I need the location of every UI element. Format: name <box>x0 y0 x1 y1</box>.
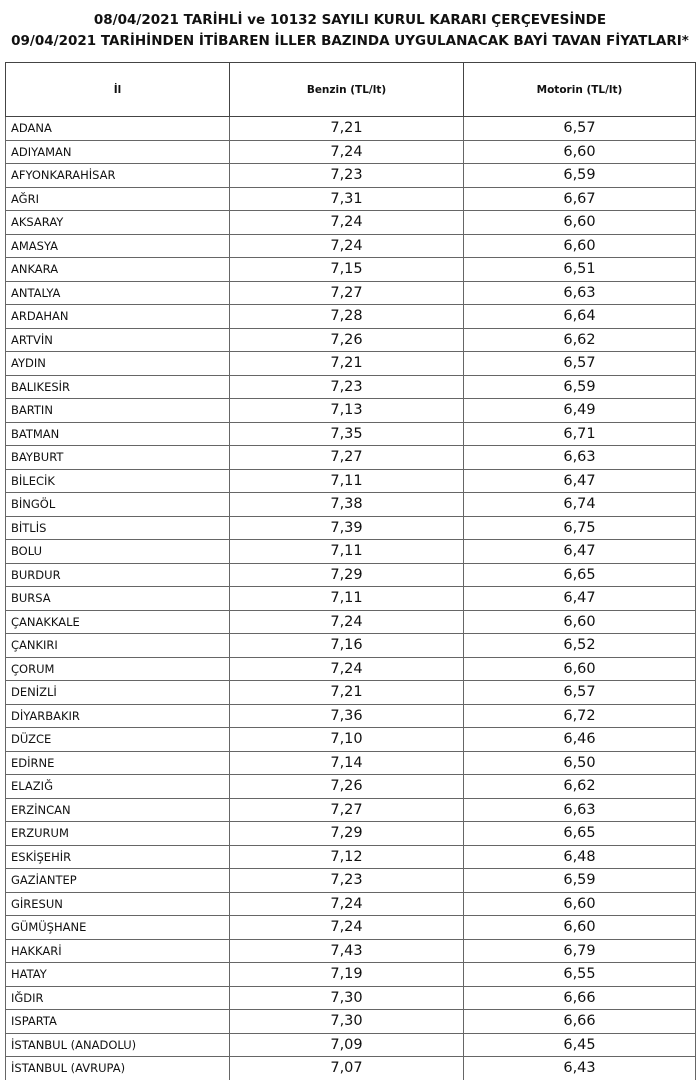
table-row <box>6 1033 696 1057</box>
table-row <box>6 1010 696 1034</box>
benzin-price-cell: 7,31 <box>230 187 464 211</box>
province-cell: ANTALYA <box>6 281 230 305</box>
motorin-price-cell: 6,60 <box>464 892 696 916</box>
benzin-price-cell: 7,09 <box>230 1033 464 1057</box>
motorin-price-cell: 6,60 <box>464 140 696 164</box>
province-cell: AFYONKARAHİSAR <box>6 164 230 188</box>
benzin-price-cell: 7,11 <box>230 540 464 564</box>
motorin-price-cell: 6,60 <box>464 610 696 634</box>
table-row <box>6 822 696 846</box>
benzin-price-cell: 7,11 <box>230 587 464 611</box>
province-cell: BALIKESİR <box>6 375 230 399</box>
table-row <box>6 258 696 282</box>
motorin-price-cell: 6,57 <box>464 681 696 705</box>
benzin-price-cell: 7,13 <box>230 399 464 423</box>
motorin-price-cell: 6,71 <box>464 422 696 446</box>
table-row <box>6 751 696 775</box>
province-cell: ADIYAMAN <box>6 140 230 164</box>
motorin-price-cell: 6,72 <box>464 704 696 728</box>
table-row <box>6 681 696 705</box>
motorin-price-cell: 6,63 <box>464 798 696 822</box>
table-row <box>6 305 696 329</box>
motorin-price-cell: 6,48 <box>464 845 696 869</box>
benzin-price-cell: 7,29 <box>230 822 464 846</box>
table-row <box>6 939 696 963</box>
province-cell: ADANA <box>6 117 230 141</box>
table-row <box>6 845 696 869</box>
province-cell: EDİRNE <box>6 751 230 775</box>
table-row <box>6 328 696 352</box>
province-cell: BİTLİS <box>6 516 230 540</box>
province-cell: ERZİNCAN <box>6 798 230 822</box>
table-row <box>6 963 696 987</box>
benzin-price-cell: 7,16 <box>230 634 464 658</box>
benzin-price-cell: 7,24 <box>230 234 464 258</box>
benzin-price-cell: 7,38 <box>230 493 464 517</box>
province-cell: BURSA <box>6 587 230 611</box>
province-cell: AMASYA <box>6 234 230 258</box>
motorin-price-cell: 6,64 <box>464 305 696 329</box>
table-row <box>6 211 696 235</box>
province-cell: GİRESUN <box>6 892 230 916</box>
motorin-price-cell: 6,62 <box>464 775 696 799</box>
benzin-price-cell: 7,21 <box>230 117 464 141</box>
province-cell: AYDIN <box>6 352 230 376</box>
province-cell: BİNGÖL <box>6 493 230 517</box>
province-cell: ESKİŞEHİR <box>6 845 230 869</box>
motorin-price-cell: 6,66 <box>464 986 696 1010</box>
benzin-price-cell: 7,24 <box>230 916 464 940</box>
benzin-price-cell: 7,23 <box>230 869 464 893</box>
province-cell: ÇANKIRI <box>6 634 230 658</box>
motorin-price-cell: 6,57 <box>464 352 696 376</box>
province-cell: ISPARTA <box>6 1010 230 1034</box>
province-cell: BİLECİK <box>6 469 230 493</box>
province-cell: ERZURUM <box>6 822 230 846</box>
price-table-container <box>5 62 695 1080</box>
table-body <box>6 117 696 1080</box>
table-row <box>6 234 696 258</box>
table-row <box>6 657 696 681</box>
table-row <box>6 422 696 446</box>
province-cell: BAYBURT <box>6 446 230 470</box>
document-title <box>0 0 700 62</box>
table-row <box>6 986 696 1010</box>
benzin-price-cell: 7,23 <box>230 375 464 399</box>
motorin-price-cell: 6,67 <box>464 187 696 211</box>
motorin-price-cell: 6,43 <box>464 1057 696 1080</box>
motorin-price-cell: 6,59 <box>464 375 696 399</box>
title-line-2: 09/04/2021 TARİHİNDEN İTİBAREN İLLER BAZINDA UYGULANACAK BAYİ TAVAN FİYATLARI* <box>11 33 689 49</box>
benzin-price-cell: 7,14 <box>230 751 464 775</box>
province-cell: BARTIN <box>6 399 230 423</box>
benzin-price-cell: 7,10 <box>230 728 464 752</box>
benzin-price-cell: 7,23 <box>230 164 464 188</box>
table-row <box>6 892 696 916</box>
motorin-price-cell: 6,65 <box>464 563 696 587</box>
benzin-price-cell: 7,24 <box>230 211 464 235</box>
province-cell: DÜZCE <box>6 728 230 752</box>
province-cell: GAZİANTEP <box>6 869 230 893</box>
table-row <box>6 916 696 940</box>
table-row <box>6 493 696 517</box>
benzin-price-cell: 7,26 <box>230 775 464 799</box>
table-row <box>6 704 696 728</box>
benzin-price-cell: 7,29 <box>230 563 464 587</box>
motorin-price-cell: 6,49 <box>464 399 696 423</box>
motorin-price-cell: 6,59 <box>464 164 696 188</box>
table-row <box>6 728 696 752</box>
province-cell: İSTANBUL (ANADOLU) <box>6 1033 230 1057</box>
table-row <box>6 446 696 470</box>
motorin-price-cell: 6,79 <box>464 939 696 963</box>
benzin-price-cell: 7,24 <box>230 610 464 634</box>
province-cell: HATAY <box>6 963 230 987</box>
table-row <box>6 563 696 587</box>
table-row <box>6 775 696 799</box>
province-cell: IĞDIR <box>6 986 230 1010</box>
benzin-price-cell: 7,24 <box>230 892 464 916</box>
province-cell: AĞRI <box>6 187 230 211</box>
motorin-price-cell: 6,62 <box>464 328 696 352</box>
motorin-price-cell: 6,60 <box>464 211 696 235</box>
title-line-1: 08/04/2021 TARİHLİ ve 10132 SAYILI KURUL KARARI ÇERÇEVESİNDE <box>93 12 607 28</box>
province-cell: DENİZLİ <box>6 681 230 705</box>
motorin-price-cell: 6,52 <box>464 634 696 658</box>
table-row <box>6 140 696 164</box>
province-cell: ÇANAKKALE <box>6 610 230 634</box>
province-cell: İSTANBUL (AVRUPA) <box>6 1057 230 1080</box>
table-row <box>6 399 696 423</box>
province-cell: AKSARAY <box>6 211 230 235</box>
benzin-price-cell: 7,35 <box>230 422 464 446</box>
motorin-price-cell: 6,47 <box>464 540 696 564</box>
benzin-price-cell: 7,15 <box>230 258 464 282</box>
benzin-price-cell: 7,27 <box>230 798 464 822</box>
table-row <box>6 469 696 493</box>
table-row <box>6 375 696 399</box>
province-cell: BOLU <box>6 540 230 564</box>
column-header-motorin: Motorin (TL/lt) <box>464 63 696 117</box>
motorin-price-cell: 6,66 <box>464 1010 696 1034</box>
motorin-price-cell: 6,59 <box>464 869 696 893</box>
motorin-price-cell: 6,45 <box>464 1033 696 1057</box>
motorin-price-cell: 6,55 <box>464 963 696 987</box>
benzin-price-cell: 7,11 <box>230 469 464 493</box>
table-row <box>6 610 696 634</box>
motorin-price-cell: 6,46 <box>464 728 696 752</box>
motorin-price-cell: 6,50 <box>464 751 696 775</box>
motorin-price-cell: 6,47 <box>464 587 696 611</box>
benzin-price-cell: 7,21 <box>230 681 464 705</box>
benzin-price-cell: 7,30 <box>230 1010 464 1034</box>
benzin-price-cell: 7,43 <box>230 939 464 963</box>
province-cell: ARTVİN <box>6 328 230 352</box>
table-row <box>6 352 696 376</box>
province-cell: GÜMÜŞHANE <box>6 916 230 940</box>
benzin-price-cell: 7,21 <box>230 352 464 376</box>
motorin-price-cell: 6,60 <box>464 657 696 681</box>
table-row <box>6 540 696 564</box>
motorin-price-cell: 6,60 <box>464 234 696 258</box>
column-header-benzin: Benzin (TL/lt) <box>230 63 464 117</box>
table-row <box>6 1057 696 1080</box>
province-cell: DİYARBAKIR <box>6 704 230 728</box>
motorin-price-cell: 6,75 <box>464 516 696 540</box>
benzin-price-cell: 7,27 <box>230 446 464 470</box>
benzin-price-cell: 7,07 <box>230 1057 464 1080</box>
benzin-price-cell: 7,27 <box>230 281 464 305</box>
table-row <box>6 117 696 141</box>
province-cell: ARDAHAN <box>6 305 230 329</box>
motorin-price-cell: 6,63 <box>464 446 696 470</box>
motorin-price-cell: 6,63 <box>464 281 696 305</box>
motorin-price-cell: 6,60 <box>464 916 696 940</box>
table-row <box>6 516 696 540</box>
table-row <box>6 281 696 305</box>
table-row <box>6 587 696 611</box>
province-cell: HAKKARİ <box>6 939 230 963</box>
benzin-price-cell: 7,24 <box>230 657 464 681</box>
motorin-price-cell: 6,74 <box>464 493 696 517</box>
province-cell: BATMAN <box>6 422 230 446</box>
price-table <box>5 62 696 1080</box>
table-row <box>6 634 696 658</box>
table-header-row <box>6 63 696 117</box>
column-header-il: İl <box>6 63 230 117</box>
province-cell: ELAZIĞ <box>6 775 230 799</box>
benzin-price-cell: 7,28 <box>230 305 464 329</box>
province-cell: ÇORUM <box>6 657 230 681</box>
motorin-price-cell: 6,65 <box>464 822 696 846</box>
benzin-price-cell: 7,24 <box>230 140 464 164</box>
benzin-price-cell: 7,30 <box>230 986 464 1010</box>
motorin-price-cell: 6,51 <box>464 258 696 282</box>
benzin-price-cell: 7,39 <box>230 516 464 540</box>
table-row <box>6 869 696 893</box>
motorin-price-cell: 6,57 <box>464 117 696 141</box>
benzin-price-cell: 7,26 <box>230 328 464 352</box>
table-row <box>6 164 696 188</box>
benzin-price-cell: 7,19 <box>230 963 464 987</box>
motorin-price-cell: 6,47 <box>464 469 696 493</box>
benzin-price-cell: 7,12 <box>230 845 464 869</box>
table-row <box>6 798 696 822</box>
table-row <box>6 187 696 211</box>
benzin-price-cell: 7,36 <box>230 704 464 728</box>
province-cell: ANKARA <box>6 258 230 282</box>
province-cell: BURDUR <box>6 563 230 587</box>
